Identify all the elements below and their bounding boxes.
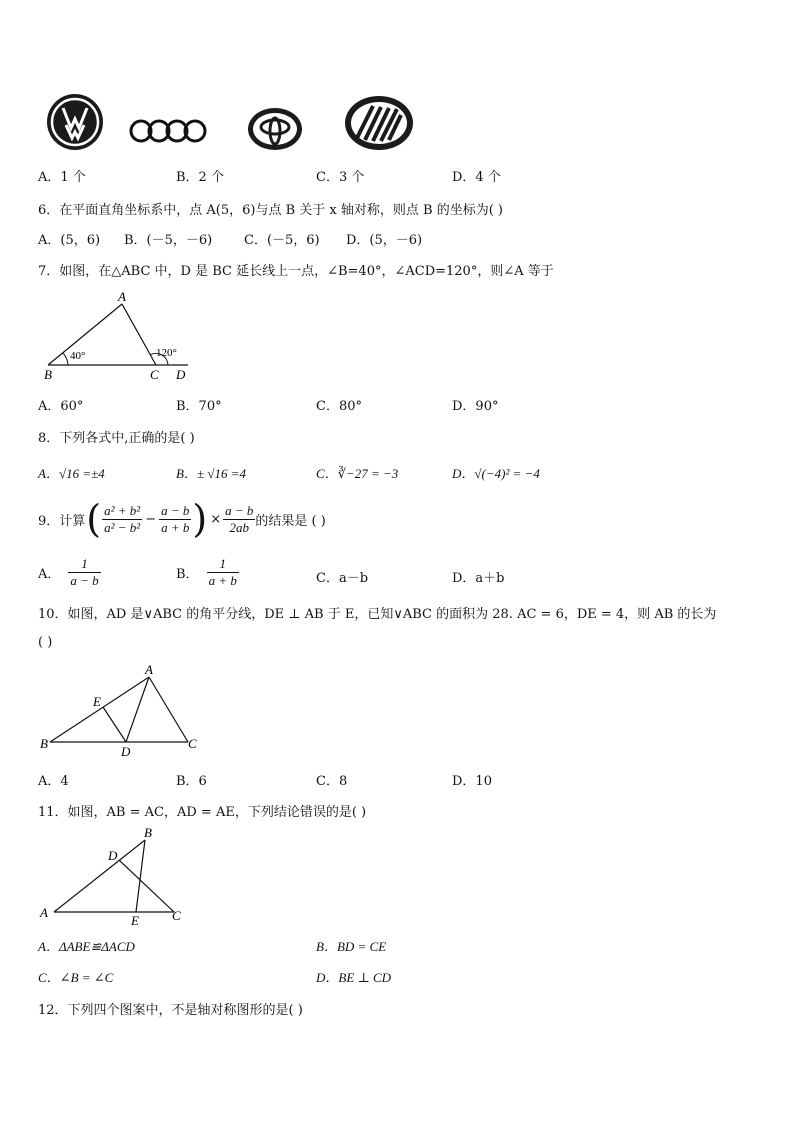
q9-option-c[interactable]: C．a－b (316, 571, 369, 586)
q10-stem: 10．如图，AD 是∨ABC 的角平分线，DE ⊥ AB 于 E，已知∨ABC 的面积为 28. AC = 6，DE = 4，则 AB 的长为 (38, 607, 717, 622)
q9-option-b[interactable]: B． $\frac{1}{a + b}$ (176, 556, 237, 588)
q11-option-d[interactable]: D．BE ⊥ CD (316, 970, 392, 985)
q7-option-a[interactable]: A．60° (38, 399, 84, 414)
volkswagen-logo (44, 92, 106, 152)
q5-option-a[interactable]: A．1 个 (38, 170, 86, 185)
q11-option-c[interactable]: C．∠B = ∠C (38, 970, 114, 985)
striped-circle-logo (343, 94, 415, 152)
q10-option-c[interactable]: C．8 (316, 774, 348, 789)
q9-left-paren: ( (86, 497, 102, 541)
q6-option-a[interactable]: A．(5，6) (38, 233, 101, 248)
q10-option-b[interactable]: B．6 (176, 774, 207, 789)
q7-triangle-figure (38, 286, 198, 382)
q11-label-a: A (40, 905, 48, 920)
q7-option-d[interactable]: D．90° (452, 399, 499, 414)
q7-label-a: A (118, 289, 126, 304)
q8-stem: 8．下列各式中,正确的是( ) (38, 431, 195, 446)
q5-option-d[interactable]: D．4 个 (452, 170, 501, 185)
q9-stem-prefix: 9．计算 (38, 513, 86, 529)
q9-fraction-3: $\frac{a - b}{2ab}$ (225, 502, 254, 535)
q10-option-a[interactable]: A．4 (38, 774, 69, 789)
q11-label-b: B (144, 825, 152, 840)
q5-option-c[interactable]: C．3 个 (316, 170, 365, 185)
q10-label-c: C (188, 736, 197, 751)
q7-option-c[interactable]: C．80° (316, 399, 362, 414)
q9-stem-suffix: 的结果是 ( ) (255, 513, 326, 529)
q8-option-d[interactable]: D．√(−4)² = −4 (452, 466, 540, 481)
q10-option-d[interactable]: D．10 (452, 774, 492, 789)
q8-option-b[interactable]: B．± √16 =4 (176, 466, 246, 481)
q9-stem: 9．计算 ( $\frac{\text{a² + b²}}{\text{a² − b²}}$ − $\frac{a - b}{a + b}$ ) × $\frac{a - b}{2ab}$ 的结果是 ( ) (38, 497, 326, 541)
q6-option-b[interactable]: B．(－5，－6) (124, 233, 213, 248)
q9-option-d[interactable]: D．a＋b (452, 571, 505, 586)
q11-option-b[interactable]: B．BD = CE (316, 939, 387, 954)
audi-logo (128, 118, 210, 144)
q11-label-e: E (131, 913, 139, 928)
q11-triangle-figure (38, 824, 188, 928)
q11-label-c: C (172, 908, 181, 923)
q6-option-d[interactable]: D．(5，－6) (346, 233, 423, 248)
q10-label-e: E (93, 694, 101, 709)
q6-stem: 6．在平面直角坐标系中，点 A(5，6)与点 B 关于 x 轴对称，则点 B 的坐标为( ) (38, 203, 503, 218)
q11-stem: 11．如图，AB = AC，AD = AE，下列结论错误的是( ) (38, 805, 367, 820)
q11-label-d: D (108, 848, 118, 863)
q10-label-d: D (121, 744, 131, 759)
q7-label-d: D (176, 367, 186, 382)
q9-fraction-1: $\frac{\text{a² + b²}}{\text{a² − b²}}$ (104, 502, 141, 535)
q10-label-a: A (145, 662, 153, 677)
toyota-logo (246, 106, 304, 152)
q8-option-c[interactable]: C．∛−27 = −3 (316, 466, 399, 481)
q8-option-a[interactable]: A．√16 =±4 (38, 466, 105, 481)
q9-right-paren: ) (192, 497, 208, 541)
q7-label-c: C (150, 367, 159, 382)
q7-angle-b-label: 40° (70, 350, 86, 362)
q7-stem: 7．如图，在△ABC 中，D 是 BC 延长线上一点，∠B=40°，∠ACD=120°，则∠A 等于 (38, 264, 554, 279)
q6-option-c[interactable]: C．(－5，6) (244, 233, 320, 248)
q9-fraction-2: $\frac{a - b}{a + b}$ (161, 502, 190, 535)
q11-option-a[interactable]: A．ΔABE≌ΔACD (38, 939, 135, 954)
q5-option-b[interactable]: B．2 个 (176, 170, 224, 185)
q9-option-a[interactable]: A． $\frac{1}{a - b}$ (38, 556, 99, 588)
q10-label-b: B (40, 736, 48, 751)
q12-stem: 12．下列四个图案中，不是轴对称图形的是( ) (38, 1003, 303, 1018)
q7-option-b[interactable]: B．70° (176, 399, 222, 414)
q10-stem-line2: ( ) (38, 635, 53, 650)
q7-label-b: B (44, 367, 52, 382)
q7-angle-acd-label: 120° (156, 347, 177, 359)
q10-triangle-figure (38, 660, 208, 760)
